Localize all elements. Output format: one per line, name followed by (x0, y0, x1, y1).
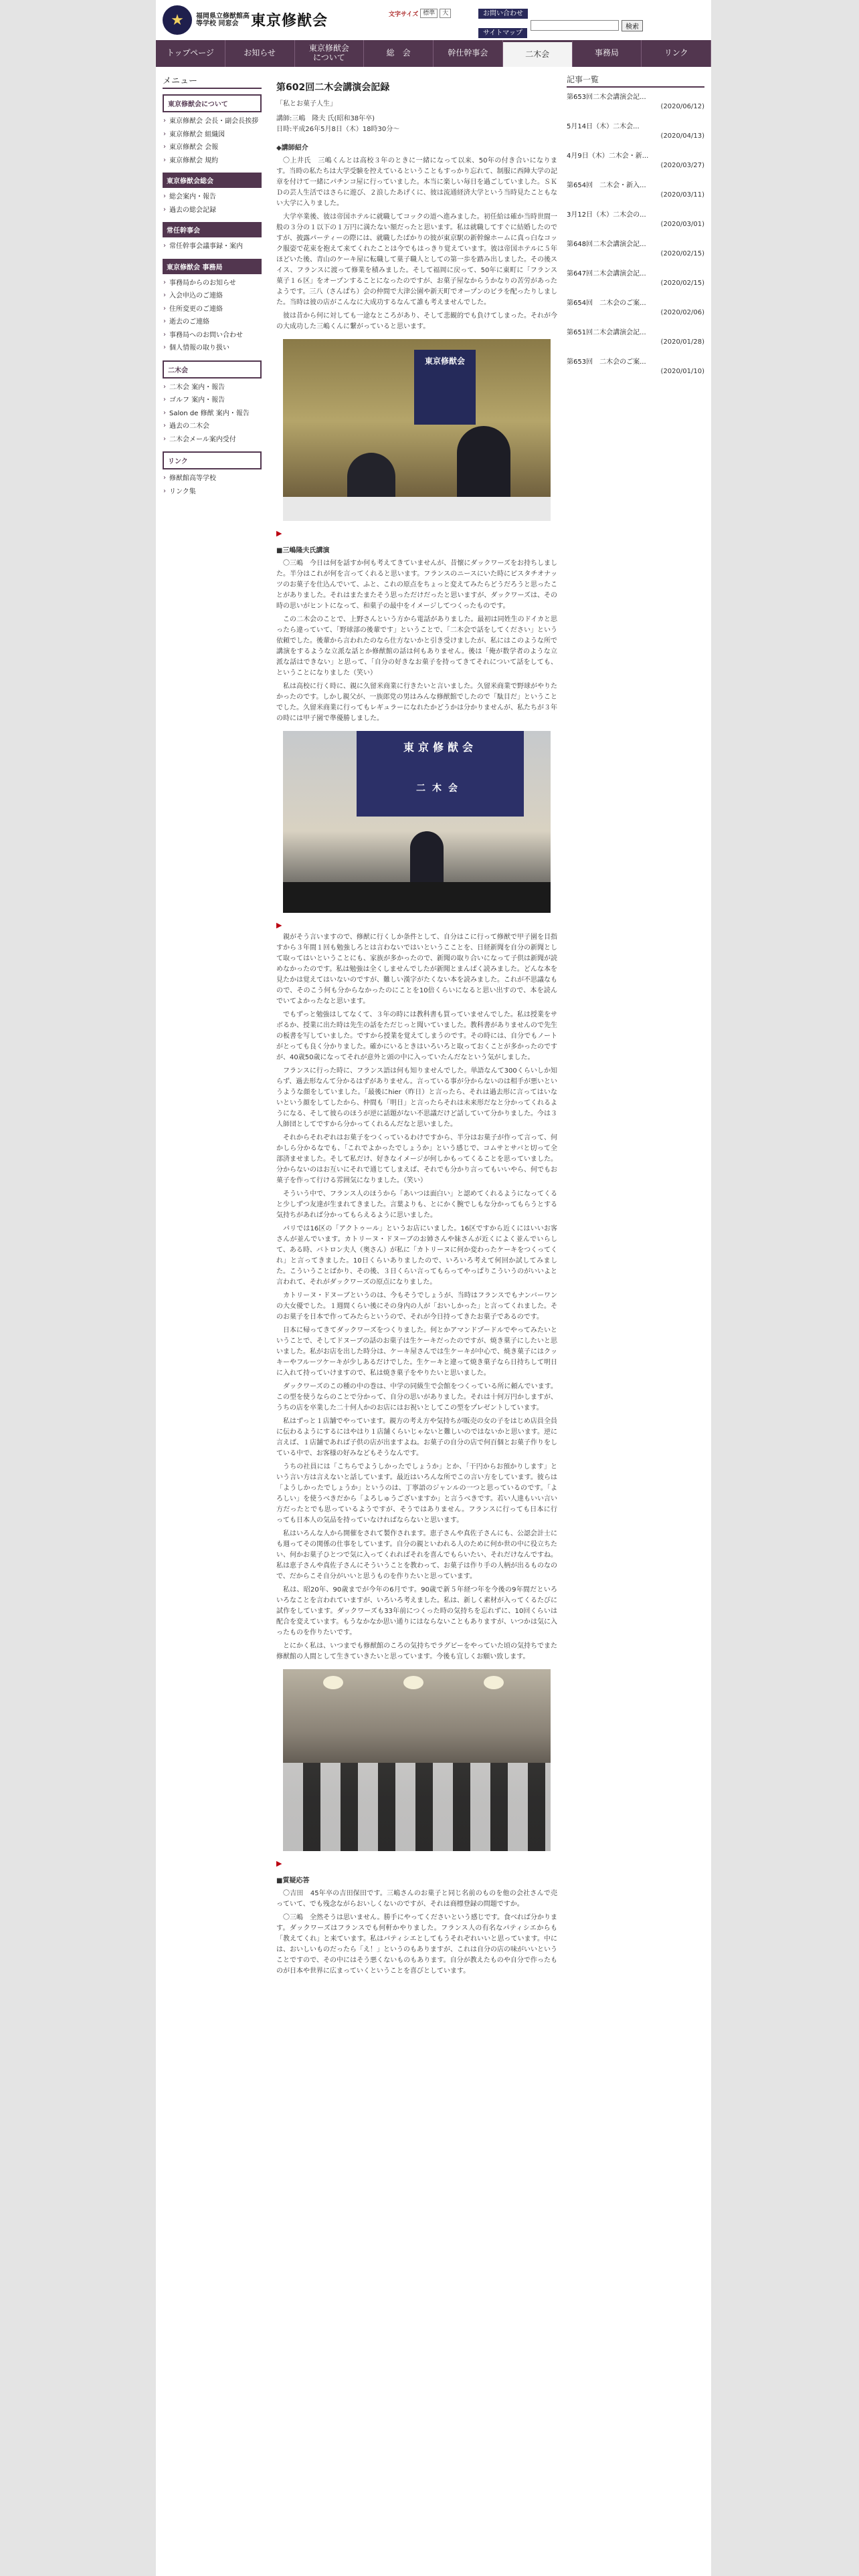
body-paragraph: でもずっと勉強はしてなくて、３年の時には教科書も買っていませんでした。私は授業をサボるか、授業に出た時は先生の話をただじっと聞いていました。教科書がありませんので先生の板書を写していました。ですから授業を覚えてしまうのです。その時には、自分でもノートがとっても良く分かりました。確かにいるときはいろいろと取っておくことが多かったのですが、40歳50歳になってそれが意外と頭の中に入っていたんだなという気がしました。 (276, 1011, 557, 1061)
nav-item[interactable]: リンク (642, 40, 711, 67)
arrow-icon: ▶ (276, 529, 282, 538)
body-paragraph: とにかく私は、いつまでも修猷館のころの気持ちでラグビーをやっていた頃の気持ちでまた修猷館の人間として生きていきたいと思っています。今後も宜しくお願い致します。 (276, 1642, 557, 1660)
intro-body (276, 156, 557, 332)
article-list-item[interactable] (567, 270, 704, 287)
article-title[interactable]: 第654回 二木会・新入... (567, 182, 646, 189)
body-paragraph: 彼は昔から何に対しても一途なところがあり、そして悲観的でも負けてしまった。それが今の大成功した三嶋くんに繋がっていると思います。 (276, 312, 557, 330)
article-date: (2020/04/13) (660, 132, 704, 140)
post-date: 日時:平成26年5月8日（木）18時30分～ (276, 126, 400, 133)
article-title[interactable]: 第653回二木会講演会記... (567, 94, 646, 101)
school-emblem-icon: ★ (163, 5, 192, 35)
sidebar-link[interactable]: › 住所変更のご連絡 (163, 303, 262, 316)
article-date: (2020/03/11) (660, 191, 704, 199)
article-list-item[interactable] (567, 328, 704, 346)
article-list-item[interactable] (567, 93, 704, 110)
body-paragraph: 〇吉田 45年卒の吉田保田です。三嶋さんのお菓子と同じ名前のものを他の会社さんで売っていて、でも残念ながらおいしくないのですが、それは商標登録の問題ですか。 (276, 1890, 557, 1908)
page (156, 0, 711, 2576)
article-list-item[interactable] (567, 152, 704, 169)
nav-item[interactable]: 総 会 (364, 40, 434, 67)
search-input[interactable] (531, 20, 619, 31)
sidebar-link[interactable]: › 二木会メール案内受付 (163, 433, 262, 447)
article-date: (2020/06/12) (660, 103, 704, 110)
font-size-large-button[interactable]: 大 (440, 9, 451, 18)
article-date: (2020/01/28) (660, 338, 704, 346)
sidebar-link[interactable]: › 常任幹事会議事録・案内 (163, 240, 262, 253)
search-button[interactable]: 検索 (622, 20, 643, 31)
qa-heading: ■質疑応答 (276, 1877, 310, 1885)
sidebar-link[interactable]: › 東京修猷会 規約 (163, 154, 262, 168)
photo-speaker-banner (283, 731, 551, 913)
article-list-title: 記事一覧 (567, 74, 704, 88)
article-list-item[interactable] (567, 240, 704, 257)
article-list-item[interactable] (567, 211, 704, 228)
site-logo[interactable] (163, 5, 357, 35)
photo-lecture-podium (283, 339, 551, 521)
article-list-item[interactable] (567, 358, 704, 375)
lecture-body-part1 (276, 558, 557, 724)
sidebar-groups (163, 94, 262, 498)
article-date: (2020/02/06) (660, 309, 704, 316)
article-date: (2020/02/15) (660, 250, 704, 257)
article-date: (2020/02/15) (660, 280, 704, 287)
logo-title: 東京修猷会 (251, 12, 328, 29)
sidebar-title: メニュー (163, 74, 262, 89)
lecture-heading: ■三嶋隆夫氏講演 (276, 547, 330, 554)
sidebar-link[interactable]: › 個人情報の取り扱い (163, 342, 262, 355)
post-title: 第602回二木会講演会記録 (276, 82, 390, 93)
body-paragraph: パリでは16区の「アクトゥール」というお店にいました。16区ですから近くにはいいお客さんが並んでいます。カトリーヌ・ドヌーブのお姉さんや妹さんが近くによく並んでいらして、ある時、バトロン夫人（奥さん）が私に「カトリーヌに何か変わったケーキをつくってくれ」と言ってきました。10日くらいありましたので、いろいろ考えて何回か試してみました。こういうことばかり、その後、３日くらい言ってもらってやっぱりこういうのがいいよと言われて、それがダックワーズの原点になりました。 (276, 1225, 557, 1286)
lecture-body-part2 (276, 932, 557, 1662)
sidebar-group-heading[interactable]: 東京修猷会について (163, 94, 262, 112)
body-paragraph: 大学卒業後、彼は帝国ホテルに就職してコックの道へ進みました。初任給は確か当時世間一般の３分の１以下の１万円に満たない額だったと思います。私は就職してすぐに結婚したのですが、披露パーティーの際には、就職したばかりの彼が東京駅の新幹線ホームに真っ白なコック服姿で花束を抱えて来てくれたことは今でもはっきり覚えています。彼は帝国ホテルに５年ほどいた後、青山のケーキ屋に転職して菓子職人としての第一歩を踏み出しました。その後スイス、フランスに渡って修業を積みました。そして福岡に戻って、50年に東町に「フランス菓子１６区」をオープンすることになったのですが、お菓子屋なからうかなりの苦労があったようです。三八（さんぱち）会の仲間で大津公園や新天町でオープンのビラを配ったりしました。当時は彼の店がこんなに大成功するなんて誰も考えませんでした。 (276, 213, 557, 306)
article-title[interactable]: 4月9日（木）二木会・新... (567, 152, 649, 160)
body-paragraph: 〇上井氏 三嶋くんとは高校３年のときに一緒になって以来、50年の付き合いになります。当時の私たちは大学受験を控えているということもすっかり忘れて、制服に西陣大学の記章を付けて一緒にパチンコ屋に行っていました。本当に楽しい毎日を過ごしていました。ＳＫＤの芸人生活ではさらに遊び、２浪したあげくに、彼は流通経済大学という当時見たこともない大学に入りました。 (276, 157, 557, 207)
post-subtitle: 「私とお菓子人生」 (276, 100, 337, 108)
photo-banner: 東京修猷会 (403, 741, 477, 754)
photo-audience-hall (283, 1669, 551, 1851)
sidebar-group-heading[interactable]: 二木会 (163, 360, 262, 379)
body-paragraph: 〇三嶋 今日は何を話すか何も考えてきていませんが、昔懐にダックワーズをお持ちしました。半分はこれが何を言ってくれると思います。フランスのニースにいた時にピスタチオナッツのお菓子を仕込んでいて、ふと、これの原点をちょっと変えてみたらどうだろうと思ったことがありました。それはまたまたそう思っただけだったと思いますが、ダックワーズは、その時の思いがヒントになって、和菓子の最中をイメージしてつくったものです。 (276, 560, 557, 610)
font-size-normal-button[interactable]: 標準 (420, 9, 438, 18)
article-title[interactable]: 第654回 二木会のご案... (567, 300, 646, 307)
sidebar-link[interactable]: › ゴルフ 案内・報告 (163, 394, 262, 407)
header (156, 0, 711, 40)
nav-item[interactable]: お知らせ (225, 40, 295, 67)
post-speaker: 講師:三嶋 隆夫 氏(昭和38年卒) (276, 115, 375, 122)
article-list-item[interactable] (567, 299, 704, 316)
sidebar-link[interactable]: › 東京修猷会 会報 (163, 141, 262, 154)
sidebar-link[interactable]: › 逝去のご連絡 (163, 316, 262, 329)
article-title[interactable]: 第648回二木会講演会記... (567, 241, 646, 248)
body-paragraph: うちの社員には「こちらでようしかったでしょうか」とか、「干円からお預かりします」という言い方は言えないと話しています。最近はいろんな所でこの言い方をしています。彼らは「ようしかったでしょうか」というのは、丁寧語のジャンルの一つと思っているのです。「よろしい」を使うべきだから「よろしゅうございますか」と言うべきです。若い人達もいい言い方だったとでも思っているようですが、そうではありません。フランスに行っても日本に行っても日本人の気品を持っていなければならないと思います。 (276, 1463, 557, 1524)
sidebar-link[interactable]: › 過去の二木会 (163, 420, 262, 433)
sidebar-link[interactable]: › 事務局へのお問い合わせ (163, 329, 262, 342)
body-paragraph: 私は、昭20年、90歳までが今年の6月です。90歳で新５年経つ年を今後の9年間だといろいろなことを言われていますが、いろいろ考えました。私は、新しく素材が入ってくるたびに試作をしています。ダックワーズも33年前につくった時の気持ちを忘れずに、10回くらいは配合を変えています。もうなかなか思い通りにはならないこともありますが、いつかは気に入ったものを作りたいです。 (276, 1586, 557, 1636)
sidebar-group-heading[interactable]: リンク (163, 451, 262, 469)
intro-heading: ◆講師紹介 (276, 144, 308, 152)
article-title[interactable]: 第653回 二木会のご案... (567, 358, 646, 366)
body-paragraph: 私はいろんな人から開催をされて製作されます。恵子さんや真佐子さんにも、公認会計士にも週ってその関係の仕事をしています。自分の親といわれる人のために何か世の中に役立ちたい、何かお菓子ひとつで気に入ってくれればそれを喜んでもらいたい、それだけなんですね。私は恵子さんや真佐子さんにそういうことを教わって、お菓子は作り手の人柄が出るものなので、だからこそ自分がいいと思うものを作りたいと思っています。 (276, 1530, 557, 1580)
sidebar-link[interactable]: › 入会申込のご連絡 (163, 290, 262, 303)
body-paragraph: この二木会のことで、上野さんという方から電話がありました。最初は同姓生のドイカと思ったら違っていて、「野球部の後輩です」ということで、「二木会で話をしてください」という依頼でした。後輩から言われたのなら仕方ないかと引き受けましたが、私にはこのような所で講演をするような立派な話とか修猷館の話は何もありません。後は「俺が数学者のような立派な話はできない」と思って、「自分の好きなお菓子を持ってきてそれについて話をしても、ということになりました（笑い） (276, 616, 557, 677)
article-list-item[interactable] (567, 181, 704, 199)
main-nav (156, 40, 711, 67)
article-title[interactable]: 第647回二木会講演会記... (567, 270, 646, 278)
article-title[interactable]: 3月12日（木）二木会の... (567, 211, 646, 219)
article-title[interactable]: 第651回二木会講演会記... (567, 329, 646, 336)
article-list-item[interactable] (567, 122, 704, 140)
sidebar-link[interactable]: › 東京修猷会 組織図 (163, 128, 262, 142)
body-paragraph: カトリーヌ・ドヌーブというのは、今もそうでしょうが、当時はフランスでもナンバーワンの大女優でした。１週間くらい後にその身内の人が「おいしかった」と言ってくれました。そのお菓子を日本で作ってみたらというので、それが今日持ってきたお菓子であるのです。 (276, 1292, 557, 1321)
right-sidebar (567, 74, 704, 387)
qa-body (276, 1889, 557, 1977)
body-paragraph: フランスに行った時に、フランス語は何も知りませんでした。単語なんて300くらいしか知らず、過去形なんて分かるはずがありません。言っている事が分からないのは相手が悪いというような顔をしていました。「最後にhier（昨日）と言ったら、それは過去形に言ってはいないという顔をしてしたから、仲間も「明日」と言ったらそれは未来形だなと分かってくれるようになる、そして彼らのほうが逆に話題がない不思議だけど話していて分かりました。今は３人師団としてですから分かってくれるんだなと思いました。 (276, 1067, 557, 1128)
font-size-label: 文字サイズ (389, 11, 419, 18)
sidebar-group-heading[interactable]: 東京修猷会総会 (163, 173, 262, 188)
body-paragraph: 日本に帰ってきてダックワーズをつくりました。何とかアマンドプードルでやってみたいということで、そしてドヌーブの話のお菓子は生ケーキだったのですが、焼き菓子にしたいと思いました。私がお店を出した時分は、ケーキ屋さんでは生ケーキが中心で、焼き菓子にはクッキーやフルーツケーキが少しあるだけでした。生ケーキと違って焼き菓子なら日持ちして明日に入れて持っていけますので、私は焼き菓子をやりたいと思いました。 (276, 1327, 557, 1377)
article-date: (2020/03/01) (660, 221, 704, 228)
sidebar-link[interactable]: › Salon de 修猷 案内・報告 (163, 407, 262, 421)
nav-item[interactable]: 二木会 (503, 40, 573, 67)
sidebar-link[interactable]: › 二木会 案内・報告 (163, 381, 262, 395)
arrow-icon: ▶ (276, 1859, 282, 1868)
sidebar-group-heading[interactable]: 東京修猷会 事務局 (163, 259, 262, 274)
body-paragraph: ダックワーズのこの種の中の巻は、中学の同級生で会館をつくっている所に頼んでいます。この型を使うならのことで分かって、自分の思いがありました。それは十何万円かしますが、うちの店を卒業した二十何人かのお店にはお祝いとしてこの型をプレゼントしています。 (276, 1383, 557, 1412)
body-paragraph: そういう中で、フランス人のほうから「あいつは面白い」と認めてくれるようになってくると少しずつ友達が生まれてきました。言葉よりも、とにかく腕でしもな分かってもらうとする気持ちがあれば分かってもらえるように思いました。 (276, 1190, 557, 1219)
article-title[interactable]: 5月14日（木）二木会... (567, 123, 640, 130)
sidebar-link[interactable]: › 過去の総会記録 (163, 204, 262, 217)
sidebar-link[interactable]: › 東京修猷会 会長・副会長挨拶 (163, 115, 262, 128)
body-paragraph: 親がそう言いますので、修猷に行くしか条件として、自分はこに行って修猷で甲子園を目指すから３年間１回も勉強しろとは言わないではいというこことを、日経新聞を自分の新聞として取ってはいということにも、家族が多かったので、新聞の取り合いになって子供は新聞が読めなかったのです。私は勉強は全くしませんでしたが新聞とまんばく読みました。どんな本を見たかは覚えてはいないのですが、難しい漢字がたくない本を読みました。これが不思議なもので、そのこう何も分からなかったのにことを10倍くらいになると思い出すので、本を読んでいてよかったなと思います。 (276, 934, 557, 1005)
nav-item[interactable]: トップページ (156, 40, 225, 67)
body-paragraph: 私はずっと１店舗でやっています。親方の考え方や気持ちが販売の女の子をはじめ店員全員に伝わるようにするにはやはり１店舗くらいじゃないと難しいのではないかと思います。逆に言えば、１店舗であれば子供の店が出ますよね。お菓子の自分の店で何百個とお菓子作りをしている中で、お客様の好みなどもそうなんです。 (276, 1418, 557, 1457)
article-date: (2020/01/10) (660, 368, 704, 375)
sitemap-link[interactable]: サイトマップ (478, 28, 527, 38)
sidebar-link[interactable]: › 総会案内・報告 (163, 191, 262, 204)
main-content (276, 80, 557, 1979)
sidebar-link[interactable]: › 修猷館高等学校 (163, 472, 262, 486)
photo-banner-sub: 二木会 (416, 783, 464, 794)
body-paragraph: 私は高校に行く時に、親に久留米商業に行きたいと言いました。久留米商業で野球がやりたかったのです。しかし親父が、一族郎党の男はみんな修猷館でしたので「駄目だ」ということでした。久留米商業に行ってもレギュラーになれたかどうかは分かりませんが、私たちが３年の時には甲子園で準優勝しました。 (276, 683, 557, 722)
logo-subtitle: 福岡県立修猷館高等学校 同窓会 (196, 13, 250, 27)
arrow-icon: ▶ (276, 921, 282, 930)
body-paragraph: 〇三嶋 全然そうは思いません。勝手にやってくださいという感じです。食べれば分かります。ダックワーズはフランスでも何軒かやりました。フランス人の有名なパティシエからも「教えてくれ」と来ています。私はパティシエとしてもうそれぞれいいと思っています。中には、おいしいものだったら「え！」というのもありますが、これは自分の店の味がいいということですので、その中にはそう悪くないものもあります。自分が教えたものや自分で作ったものが日本や世界に広まっていくということを喜びとしています。 (276, 1914, 557, 1975)
nav-item[interactable]: 東京修猷会 について (295, 40, 365, 67)
nav-item[interactable]: 幹仕幹事会 (434, 40, 503, 67)
sidebar-group-heading[interactable]: 常任幹事会 (163, 222, 262, 237)
left-sidebar (163, 74, 262, 498)
photo-banner: 東京修猷会 (414, 350, 476, 425)
article-date: (2020/03/27) (660, 162, 704, 169)
sidebar-link[interactable]: › 事務局からのお知らせ (163, 277, 262, 290)
font-size-switcher (389, 9, 451, 18)
sidebar-link[interactable]: › リンク集 (163, 486, 262, 499)
body-paragraph: それからそれぞれはお菓子をつくっているわけですから、半分はお菓子が作って言って、何かしら分かるなでも、「これでよかったでしょうか」という感じで、コムサとサバと切って全部済ませました。そして私だけ、好きなイメージが何しかもってくることを思っていました。分からないのはお互いにそれで通じてしまえば、それでも分かり言ってもいいやら、何でもお菓子を作って行ける雰囲気になりました。（笑い） (276, 1134, 557, 1184)
article-list (567, 93, 704, 375)
nav-item[interactable]: 事務局 (573, 40, 642, 67)
contact-link[interactable]: お問い合わせ (478, 9, 528, 19)
